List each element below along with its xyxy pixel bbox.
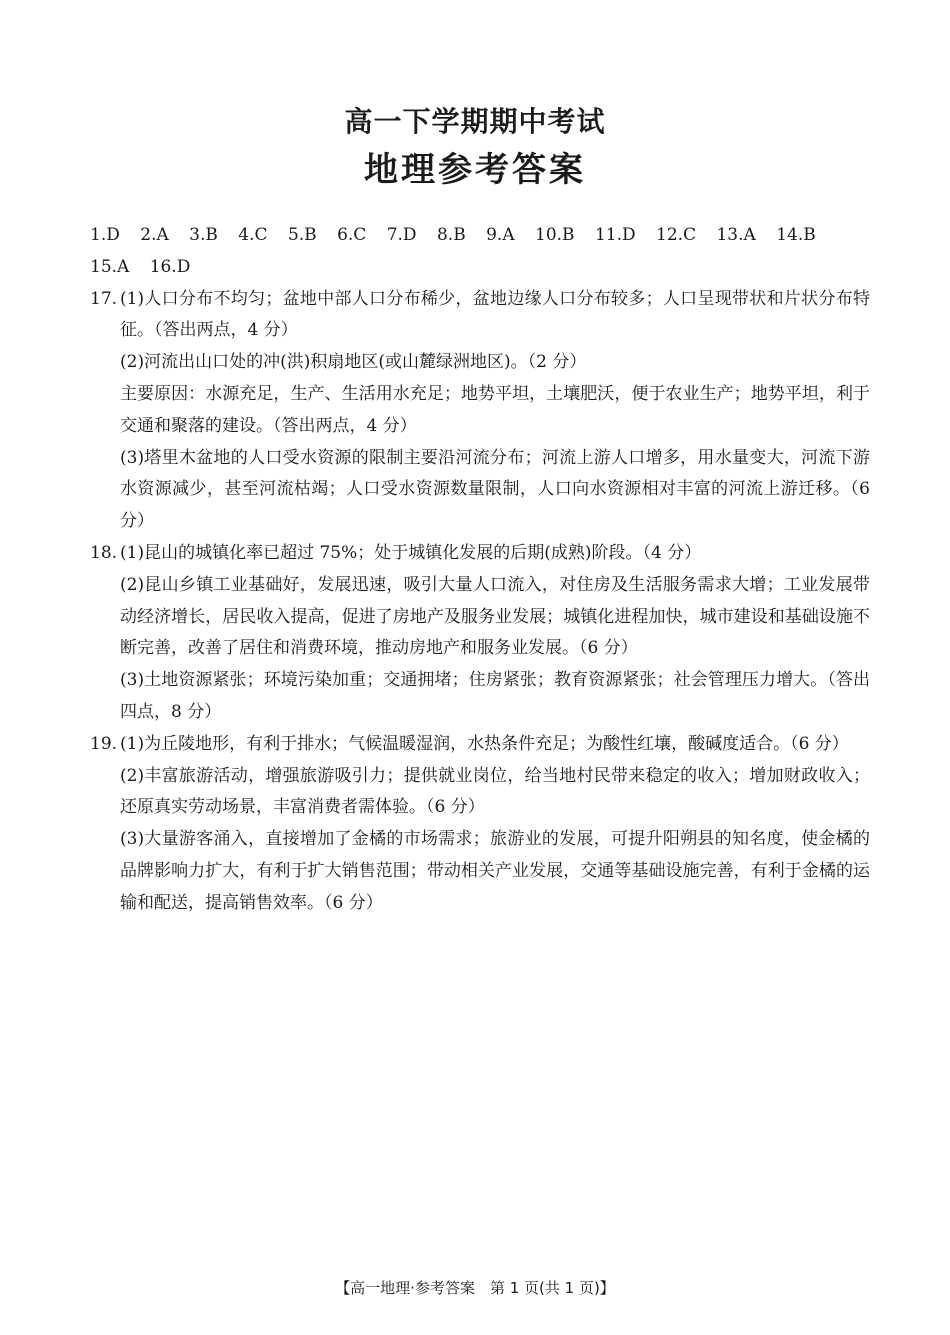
mc-answer: 13.A — [716, 225, 756, 245]
mc-answer: 6.C — [337, 225, 367, 245]
q19-part-2: (2)丰富旅游活动，增强旅游吸引力；提供就业岗位，给当地村民带来稳定的收入；增加财政收入；还原真实劳动场景，丰富消费者需体验。（6 分） — [120, 765, 870, 818]
mc-answer: 2.A — [140, 225, 169, 245]
answer-key-title: 地理参考答案 — [364, 150, 586, 190]
mc-answer: 5.B — [287, 225, 317, 245]
q17-part-2-reason: 主要原因：水源充足，生产、生活用水充足；地势平坦，土壤肥沃，便于农业生产；地势平坦，利于交通和聚落的建设。（答出两点，4 分） — [120, 383, 870, 436]
q18-part-3: (3)土地资源紧张；环境污染加重；交通拥堵；住房紧张；教育资源紧张；社会管理压力增大。（答出四点，8 分） — [120, 670, 870, 722]
mc-answer: 3.B — [189, 225, 218, 245]
question-18 — [90, 538, 870, 729]
q18-part-1: (1)昆山的城镇化率已超过 75%；处于城镇化发展的后期(成熟)阶段。（4 分） — [120, 542, 702, 563]
mc-answer: 11.D — [594, 225, 636, 245]
multiple-choice-line-2 — [90, 252, 870, 284]
question-number: 18. — [90, 542, 118, 563]
q19-part-1: (1)为丘陵地形，有利于排水；气候温暖湿润，水热条件充足；为酸性红壤，酸碱度适合。（6 分） — [120, 733, 849, 754]
exam-title: 高一下学期期中考试 — [344, 105, 606, 138]
q17-part-2: (2)河流出山口处的冲(洪)积扇地区(或山麓绿洲地区)。（2 分） — [120, 352, 587, 373]
answer-content — [90, 220, 870, 920]
multiple-choice-line-1 — [90, 220, 870, 252]
mc-answer: 15.A — [90, 256, 130, 277]
mc-answer: 1.D — [90, 225, 120, 245]
mc-answer: 7.D — [386, 225, 417, 245]
mc-answer: 12.C — [656, 225, 697, 245]
question-19 — [90, 729, 870, 920]
mc-answer: 10.B — [535, 225, 575, 245]
mc-answer: 9.A — [486, 225, 515, 245]
mc-answer: 8.B — [436, 225, 466, 245]
mc-answer: 16.D — [149, 256, 191, 277]
q18-part-2: (2)昆山乡镇工业基础好，发展迅速，吸引大量人口流入，对住房及生活服务需求大增；工业发展带动经济增长，居民收入提高，促进了房地产及服务业发展；城镇化进程加快，城市建设和基础设施不断完善，改善了居住和消费环境，推动房地产和服务业发展。（6 分） — [120, 574, 870, 659]
question-number: 19. — [90, 733, 118, 754]
q19-part-3: (3)大量游客涌入，直接增加了金橘的市场需求；旅游业的发展，可提升阳朔县的知名度，使金橘的品牌影响力扩大，有利于扩大销售范围；带动相关产业发展，交通等基础设施完善，有利于金橘的运输和配送，提高销售效率。（6 分） — [120, 829, 870, 913]
q17-part-3: (3)塔里木盆地的人口受水资源的限制主要沿河流分布；河流上游人口增多，用水量变大，河流下游水资源减少，甚至河流枯竭；人口受水资源数量限制，人口向水资源相对丰富的河流上游迁移。（6 分） — [120, 447, 870, 532]
mc-answer: 4.C — [238, 225, 268, 245]
question-number: 17. — [90, 288, 118, 309]
q17-part-1: (1)人口分布不均匀；盆地中部人口分布稀少，盆地边缘人口分布较多；人口呈现带状和片状分布特征。（答出两点，4 分） — [120, 288, 870, 341]
page-footer: 【高一地理·参考答案 第 1 页(共 1 页)】 — [335, 1279, 615, 1297]
question-17 — [90, 284, 870, 538]
mc-answer: 14.B — [776, 225, 816, 245]
